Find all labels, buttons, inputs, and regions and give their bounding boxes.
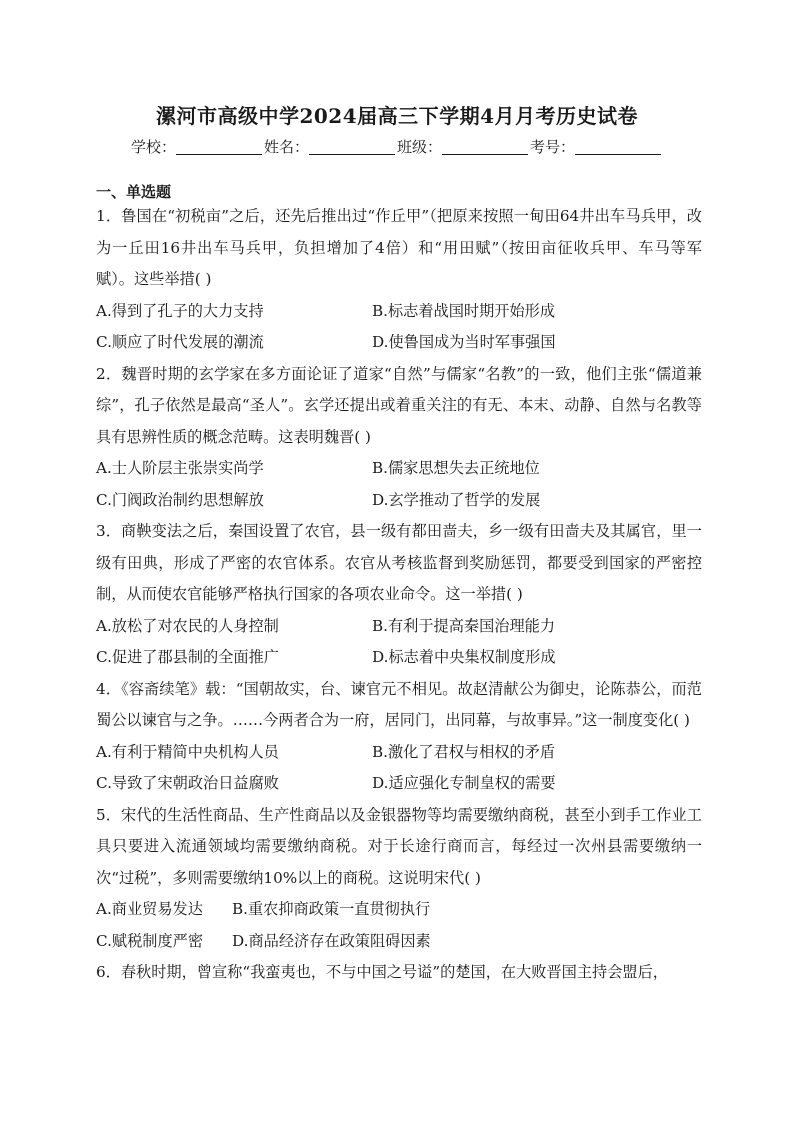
option-b[interactable]: B.标志着战国时期开始形成	[372, 301, 556, 320]
section-title: 一、单选题	[96, 183, 172, 201]
option-row	[96, 926, 702, 958]
option-d[interactable]: D.玄学推动了哲学的发展	[372, 490, 541, 509]
option-b[interactable]: B.有利于提高秦国治理能力	[372, 616, 556, 635]
name-label: 姓名：	[263, 138, 309, 156]
option-a[interactable]: A.放松了对农民的人身控制	[96, 616, 279, 635]
option-a[interactable]: A.有利于精简中央机构人员	[96, 742, 279, 761]
question-stem: 2．魏晋时期的玄学家在多方面论证了道家“自然”与儒家“名教”的一致，他们主张“儒道兼综”，孔子依然是最高“圣人”。玄学还提出或着重关注的有无、本末、动静、自然与名教等具有思辨性质的概念范畴。这表明魏晋( )	[96, 364, 702, 446]
class-blank[interactable]	[442, 139, 528, 155]
option-d[interactable]: D.商品经济存在政策阻碍因素	[232, 931, 431, 950]
option-group	[96, 894, 702, 957]
option-a[interactable]: A.得到了孔子的大力支持	[96, 301, 264, 320]
question-5	[96, 800, 702, 958]
question-stem: 5．宋代的生活性商品、生产性商品以及金银器物等均需要缴纳商税，甚至小到手工作业工具只要进入流通领域均需要缴纳商税。对于长途行商而言，每经过一次州县需要缴纳一次“过税”，多则需要缴纳10%以上的商税。这说明宋代( )	[96, 805, 702, 887]
question-6	[96, 957, 702, 989]
option-c[interactable]: C.赋税制度严密	[96, 931, 204, 950]
option-c[interactable]: C.顺应了时代发展的潮流	[96, 333, 264, 351]
exam-number-field	[530, 136, 663, 157]
option-c[interactable]: C.促进了郡县制的全面推广	[96, 648, 279, 666]
question-4	[96, 674, 702, 800]
question-stem: 1．鲁国在“初税亩”之后，还先后推出过“作丘甲”（把原来按照一甸田64井出车马兵甲，改为一丘田16井出车马兵甲，负担增加了4倍）和“用田赋”（按田亩征收兵甲、车马等军赋）。这些举措( )	[96, 207, 702, 288]
exam-number-label: 考号：	[530, 138, 576, 156]
name-field	[264, 136, 397, 157]
option-d[interactable]: D.使鲁国成为当时军事强国	[372, 333, 556, 351]
option-group	[96, 453, 702, 516]
class-label: 班级：	[397, 138, 443, 156]
option-b[interactable]: B.儒家思想失去正统地位	[372, 459, 540, 477]
option-row	[96, 894, 702, 926]
school-blank[interactable]	[176, 139, 262, 155]
class-field	[397, 136, 530, 157]
option-group	[96, 296, 702, 359]
question-list	[96, 201, 702, 989]
option-c[interactable]: C.门阀政治制约思想解放	[96, 490, 264, 509]
exam-title: 漯河市高级中学2024届高三下学期4月月考历史试卷	[155, 104, 639, 128]
exam-number-blank[interactable]	[575, 139, 661, 155]
student-info-row	[0, 136, 794, 157]
question-2	[96, 359, 702, 517]
option-group	[96, 737, 702, 800]
option-c[interactable]: C.导致了宋朝政治日益腐败	[96, 774, 279, 792]
option-b[interactable]: B.激化了君权与相权的矛盾	[372, 742, 556, 761]
school-field	[131, 136, 264, 157]
option-d[interactable]: D.适应强化专制皇权的需要	[372, 774, 556, 792]
option-a[interactable]: A.士人阶层主张崇实尚学	[96, 459, 264, 477]
question-3	[96, 516, 702, 674]
option-a[interactable]: A.商业贸易发达	[96, 900, 203, 918]
name-blank[interactable]	[309, 139, 395, 155]
school-label: 学校：	[130, 138, 176, 156]
option-group	[96, 611, 702, 674]
question-stem: 4．《容斋续笔》载：“国朝故实，台、谏官元不相见。故赵清献公为御史，论陈恭公，而范蜀公以谏官与之争。……今两者合为一府，居同门，出同幕，与故事异。”这一制度变化( )	[96, 679, 702, 729]
option-d[interactable]: D.标志着中央集权制度形成	[372, 648, 556, 666]
question-stem: 6．春秋时期，曾宣称“我蛮夷也，不与中国之号谥”的楚国，在大败晋国主持会盟后，	[96, 963, 668, 981]
question-stem: 3．商鞅变法之后，秦国设置了农官，县一级有都田啬夫，乡一级有田啬夫及其属官，里一级有田典，形成了严密的农官体系。农官从考核监督到奖励惩罚，都要受到国家的严密控制，从而使农官能够严格执行国家的各项农业命令。这一举措( )	[96, 522, 702, 603]
question-1	[96, 201, 702, 359]
option-b[interactable]: B.重农抑商政策一直贯彻执行	[232, 900, 431, 918]
